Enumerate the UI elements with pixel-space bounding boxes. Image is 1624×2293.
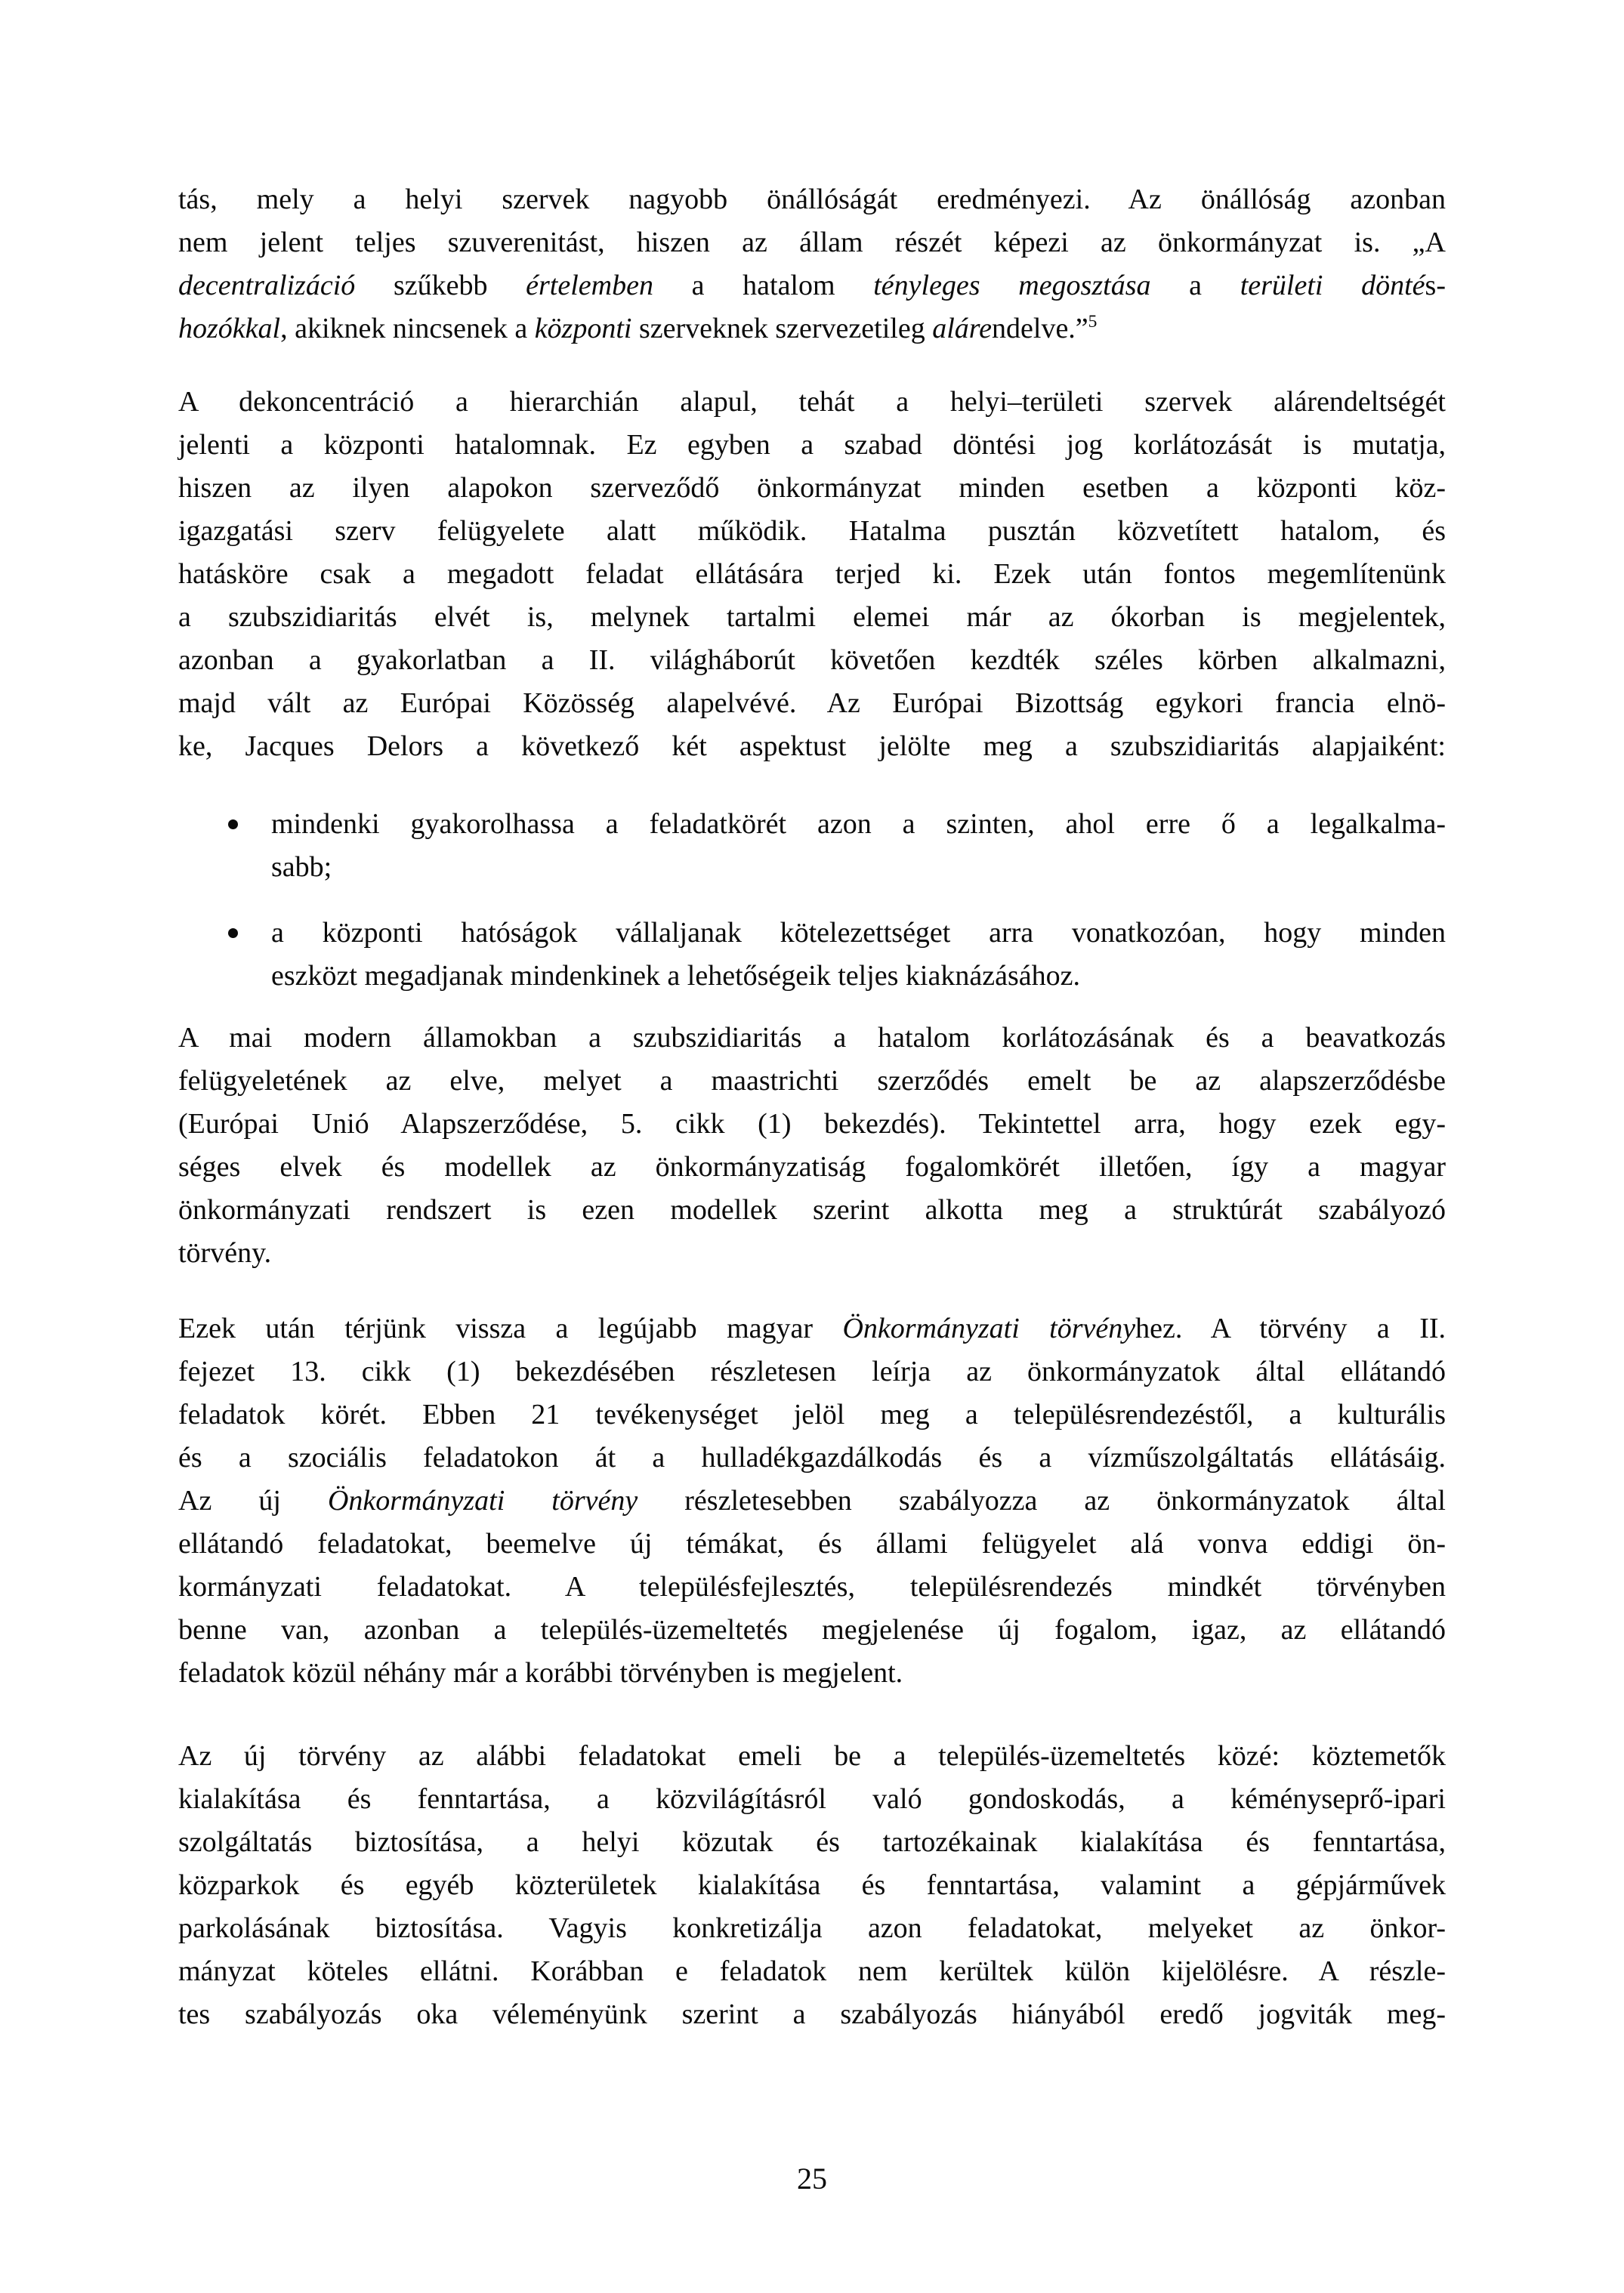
text-line: Ezek után térjünk vissza a legújabb magyar Önkormányzati törvényhez. A törvény a II. [178, 1313, 1446, 1344]
text-line: decentralizáció szűkebb értelemben a hatalom tényleges megosztása a területi döntés- [178, 270, 1446, 301]
text-line: törvény. [178, 1237, 272, 1269]
text-line: és a szociális feladatokon át a hulladékgazdálkodás és a vízműszolgáltatás ellátásáig. [178, 1442, 1446, 1474]
text-line: önkormányzati rendszert is ezen modellek szerint alkotta meg a struktúrát szabályozó [178, 1194, 1446, 1226]
text-line: közparkok és egyéb közterületek kialakítása és fenntartása, valamint a gépjárművek [178, 1869, 1446, 1901]
text-line: majd vált az Európai Közösség alapelvévé. Az Európai Bizottság egykori francia elnö- [178, 687, 1446, 719]
text-line: ellátandó feladatokat, beemelve új témákat, és állami felügyelet alá vonva eddigi ön- [178, 1528, 1446, 1560]
page-number: 25 [797, 2162, 827, 2196]
text-line: benne van, azonban a település-üzemeltetés megjelenése új fogalom, igaz, az ellátandó [178, 1614, 1446, 1646]
text-line: hozókkal, akiknek nincsenek a központi szerveknek szervezetileg alárendelve.”$^5$ [178, 312, 1098, 344]
text-line: A dekoncentráció a hierarchián alapul, tehát a helyi–területi szervek alárendeltségét [178, 386, 1446, 418]
paragraph [178, 1017, 1446, 1275]
text-line: (Európai Unió Alapszerződése, 5. cikk (1) bekezdés). Tekintettel arra, hogy ezek egy- [178, 1108, 1446, 1140]
bullet-item [178, 803, 1446, 889]
text-line: hatásköre csak a megadott feladat ellátására terjed ki. Ezek után fontos megemlítenünk [178, 558, 1446, 590]
text-line: azonban a gyakorlatban a II. világháborút követően kezdték széles körben alkalmazni, [178, 644, 1446, 676]
bullet-dot-icon [228, 819, 238, 829]
text-line: feladatok körét. Ebben 21 tevékenységet jelöl meg a településrendezéstől, a kulturális [178, 1399, 1446, 1430]
bullet-item [178, 912, 1446, 998]
text-line: parkolásának biztosítása. Vagyis konkretizálja azon feladatokat, melyeket az önkor- [178, 1912, 1446, 1944]
text-line: nem jelent teljes szuverenitást, hiszen az állam részét képezi az önkormányzat is. „A [178, 227, 1446, 258]
paragraph [178, 1735, 1446, 2036]
text-line: mindenki gyakorolhassa a feladatkörét azon a szinten, ahol erre ő a legalkalma- [271, 808, 1446, 840]
text-line: a szubszidiaritás elvét is, melynek tartalmi elemei már az ókorban is megjelentek, [178, 601, 1446, 633]
text-line: tás, mely a helyi szervek nagyobb önállóságát eredményezi. Az önállóság azonban [178, 184, 1446, 215]
text-line: szolgáltatás biztosítása, a helyi közutak és tartozékainak kialakítása és fenntartása, [178, 1826, 1446, 1858]
paragraph [178, 1307, 1446, 1695]
text-line: Az új Önkormányzati törvény részletesebben szabályozza az önkormányzatok által [178, 1485, 1446, 1517]
text-line: jelenti a központi hatalomnak. Ez egyben a szabad döntési jog korlátozását is mutatja, [178, 429, 1446, 461]
bullet-text [271, 803, 1446, 889]
text-line: kialakítása és fenntartása, a közvilágításról való gondoskodás, a kéményseprő-ipari [178, 1783, 1446, 1815]
text-line: A mai modern államokban a szubszidiaritás a hatalom korlátozásának és a beavatkozás [178, 1022, 1446, 1054]
paragraph [178, 381, 1446, 768]
text-line: mányzat köteles ellátni. Korábban e feladatok nem kerültek külön kijelölésre. A részle- [178, 1955, 1446, 1987]
text-line: sabb; [271, 851, 332, 883]
text-block [178, 178, 1446, 2036]
bullet-text [271, 912, 1446, 998]
text-line: feladatok közül néhány már a korábbi törvényben is megjelent. [178, 1657, 903, 1689]
text-line: fejezet 13. cikk (1) bekezdésében részletesen leírja az önkormányzatok által ellátandó [178, 1356, 1446, 1387]
bullet-marker [178, 803, 271, 889]
text-line: ke, Jacques Delors a következő két aspektust jelölte meg a szubszidiaritás alapjaiként: [178, 730, 1446, 762]
text-line: igazgatási szerv felügyelete alatt működik. Hatalma pusztán közvetített hatalom, és [178, 515, 1446, 547]
text-line: hiszen az ilyen alapokon szerveződő önkormányzat minden esetben a központi köz- [178, 472, 1446, 504]
text-line: felügyeletének az elve, melyet a maastrichti szerződés emelt be az alapszerződésbe [178, 1065, 1446, 1097]
text-line: kormányzati feladatokat. A településfejlesztés, településrendezés mindkét törvényben [178, 1571, 1446, 1603]
bullet-marker [178, 912, 271, 998]
text-line: eszközt megadjanak mindenkinek a lehetőségeik teljes kiaknázásához. [271, 960, 1080, 992]
text-line: a központi hatóságok vállaljanak kötelezettséget arra vonatkozóan, hogy minden [271, 917, 1446, 949]
bullet-list [178, 803, 1446, 998]
paragraph [178, 178, 1446, 350]
text-line: Az új törvény az alábbi feladatokat emeli be a település-üzemeltetés közé: köztemetők [178, 1740, 1446, 1772]
text-line: tes szabályozás oka véleményünk szerint a szabályozás hiányából eredő jogviták meg- [178, 1998, 1446, 2030]
bullet-dot-icon [228, 928, 238, 938]
text-line: séges elvek és modellek az önkormányzatiság fogalomkörét illetően, így a magyar [178, 1151, 1446, 1183]
